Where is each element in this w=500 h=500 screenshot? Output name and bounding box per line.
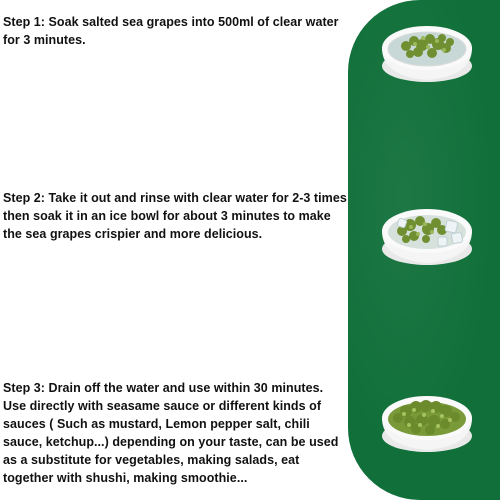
step-2-text: Step 2: Take it out and rinse with clear water for 2-3 times then soak it in an ice bowl for about 3 minutes to make the sea grapes crispier and more delicious. [3, 191, 347, 241]
step-1-text: Step 1: Soak salted sea grapes into 500ml of clear water for 3 minutes. [3, 15, 339, 47]
soaking-bowl-image [380, 14, 474, 86]
step-3-text: Step 3: Drain off the water and use within 30 minutes. Use directly with seasame sauce or different kinds of sauces ( Such as mustard, Lemon pepper salt, chili sauce, ketchup...) depending on your taste, can be used as a substitute for vegetables, making salads, eat together with shushi, making smoothie... [3, 381, 339, 485]
ice-bowl-image [380, 197, 474, 269]
drained-bowl-image [380, 384, 474, 456]
